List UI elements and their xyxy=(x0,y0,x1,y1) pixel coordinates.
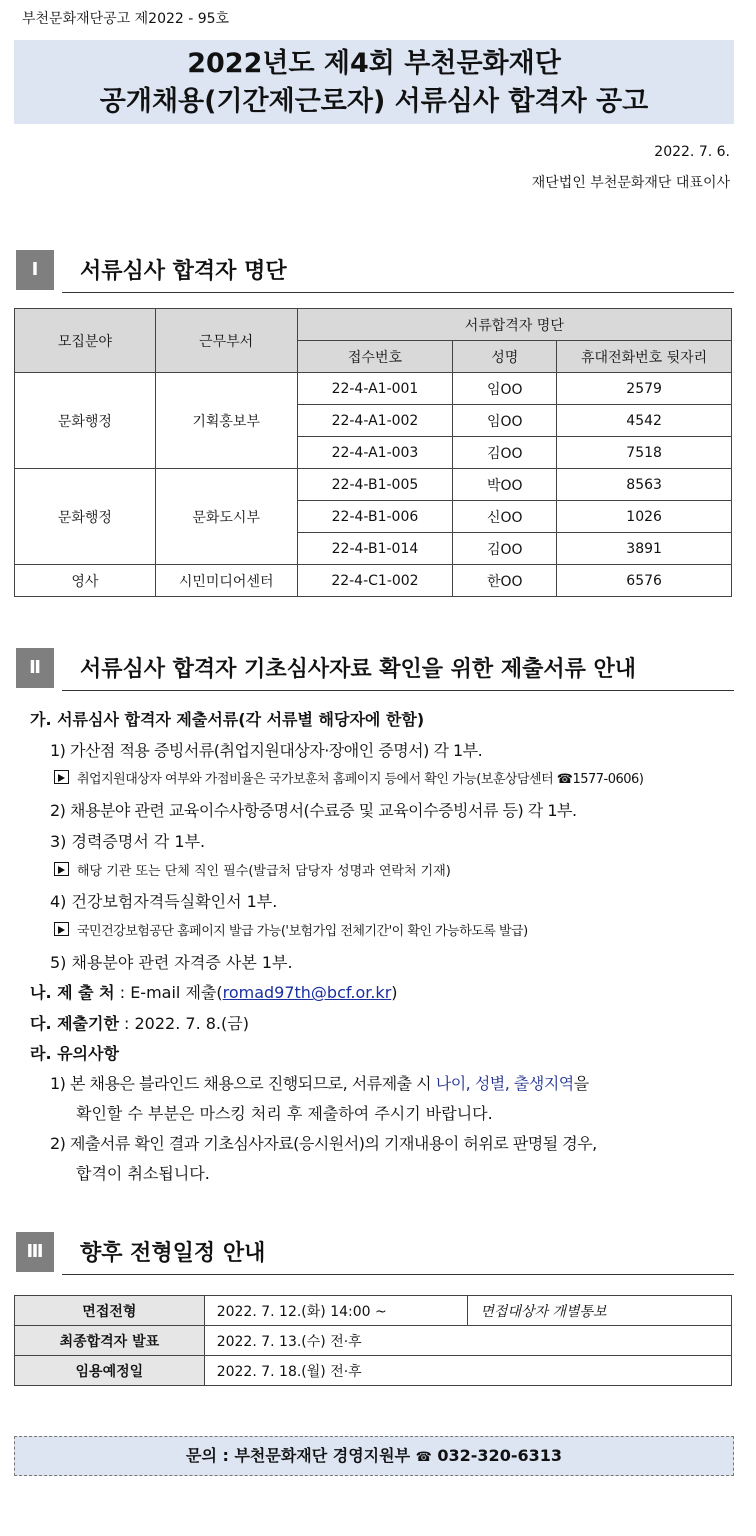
remark-1-highlight: 나이, 성별, 출생지역 xyxy=(435,1074,574,1093)
contact-footer xyxy=(14,1436,734,1476)
cell-phone: 3891 xyxy=(557,533,732,565)
schedule-value: 2022. 7. 13.(수) 전·후 xyxy=(204,1326,731,1356)
subsection-na xyxy=(30,980,398,1003)
note-1 xyxy=(54,768,643,787)
da-value: : 2022. 7. 8.(금) xyxy=(118,1014,249,1033)
note-1-text: 취업지원대상자 여부와 가점비율은 국가보훈처 홈페이지 등에서 확인 가능(보훈상담센터 ☎1577-0606) xyxy=(77,772,644,787)
na-label: 나. 제 출 처 xyxy=(30,983,115,1002)
cell-field: 영사 xyxy=(15,565,156,597)
cell-phone: 7518 xyxy=(557,437,732,469)
subsection-da xyxy=(30,1011,249,1034)
cell-phone: 8563 xyxy=(557,469,732,501)
table-row xyxy=(15,469,732,501)
schedule-note: 면접대상자 개별통보 xyxy=(468,1296,732,1326)
title-line1: 2022년도 제4회 부천문화재단 xyxy=(187,48,561,79)
da-label: 다. 제출기한 xyxy=(30,1014,119,1033)
arrow-icon xyxy=(54,770,69,784)
remark-1-text-c: 을 xyxy=(573,1074,589,1093)
cell-receipt: 22-4-A1-003 xyxy=(297,437,453,469)
remark-1-cont: 확인할 수 부분은 마스킹 처리 후 제출하여 주시기 바랍니다. xyxy=(76,1104,493,1123)
table-row xyxy=(15,1356,732,1386)
remark-1 xyxy=(50,1071,589,1094)
schedule-label: 최종합격자 발표 xyxy=(15,1326,205,1356)
cell-name: 박OO xyxy=(453,469,557,501)
announcement-date: 2022. 7. 6. xyxy=(654,144,730,160)
cell-receipt: 22-4-B1-014 xyxy=(297,533,453,565)
cell-name: 한OO xyxy=(453,565,557,597)
cell-field: 문화행정 xyxy=(15,373,156,469)
item-4: 4) 건강보험자격득실확인서 1부. xyxy=(50,892,278,911)
cell-name: 김OO xyxy=(453,533,557,565)
cell-name: 임OO xyxy=(453,405,557,437)
email-link[interactable]: romad97th@bcf.or.kr xyxy=(222,983,392,1002)
header-name: 성명 xyxy=(453,341,557,373)
item-1: 1) 가산점 적용 증빙서류(취업지원대상자·장애인 증명서) 각 1부. xyxy=(50,741,483,760)
note-3 xyxy=(54,860,451,879)
cell-name: 임OO xyxy=(453,373,557,405)
section1-underline xyxy=(62,292,734,293)
notice-number: 부천문화재단공고 제2022 - 95호 xyxy=(22,11,230,27)
na-close: ) xyxy=(391,983,398,1002)
header-phone: 휴대전화번호 뒷자리 xyxy=(557,341,732,373)
section2-title: 서류심사 합격자 기초심사자료 확인을 위한 제출서류 안내 xyxy=(80,657,637,682)
note-4-text: 국민건강보험공단 홈페이지 발급 가능('보험가입 전체기간'이 확인 가능하도록 발급) xyxy=(77,924,528,939)
item-3: 3) 경력증명서 각 1부. xyxy=(50,832,206,851)
remark-2: 2) 제출서류 확인 결과 기초심사자료(응시원서)의 기재내용이 허위로 판명될 경우, xyxy=(50,1134,597,1153)
cell-dept: 문화도시부 xyxy=(155,469,297,565)
item-5: 5) 채용분야 관련 자격증 사본 1부. xyxy=(50,953,293,972)
cell-receipt: 22-4-A1-001 xyxy=(297,373,453,405)
title-box xyxy=(14,40,734,124)
schedule-label: 임용예정일 xyxy=(15,1356,205,1386)
contact-phone: 032-320-6313 xyxy=(431,1446,562,1465)
table-row xyxy=(15,1326,732,1356)
cell-receipt: 22-4-A1-002 xyxy=(297,405,453,437)
title-line2: 공개채용(기간제근로자) 서류심사 합격자 공고 xyxy=(99,86,649,117)
cell-field: 문화행정 xyxy=(15,469,156,565)
phone-icon: ☎ xyxy=(415,1450,432,1465)
note-4 xyxy=(54,920,528,939)
note-3-text: 해당 기관 또는 단체 직인 필수(발급처 담당자 성명과 연락처 기재) xyxy=(77,864,451,879)
passers-table xyxy=(14,308,732,597)
schedule-table xyxy=(14,1295,732,1386)
cell-dept: 기획홍보부 xyxy=(155,373,297,469)
cell-phone: 2579 xyxy=(557,373,732,405)
cell-phone: 6576 xyxy=(557,565,732,597)
section3-heading xyxy=(16,1232,734,1272)
subsection-ga: 가. 서류심사 합격자 제출서류(각 서류별 해당자에 한함) xyxy=(30,710,425,729)
section1-heading xyxy=(16,250,734,290)
table-row xyxy=(15,373,732,405)
schedule-label: 면접전형 xyxy=(15,1296,205,1326)
cell-phone: 4542 xyxy=(557,405,732,437)
arrow-icon xyxy=(54,862,69,876)
cell-name: 신OO xyxy=(453,501,557,533)
cell-phone: 1026 xyxy=(557,501,732,533)
section1-title: 서류심사 합격자 명단 xyxy=(80,259,287,284)
table-row xyxy=(15,565,732,597)
item-2: 2) 채용분야 관련 교육이수사항증명서(수료증 및 교육이수증빙서류 등) 각 1부. xyxy=(50,801,577,820)
section2-heading xyxy=(16,648,734,688)
cell-receipt: 22-4-B1-006 xyxy=(297,501,453,533)
table-row xyxy=(15,1296,732,1326)
cell-dept: 시민미디어센터 xyxy=(155,565,297,597)
header-field: 모집분야 xyxy=(15,309,156,373)
section2-underline xyxy=(62,690,734,691)
issuer: 재단법인 부천문화재단 대표이사 xyxy=(531,175,730,191)
na-value: : E-mail 제출( xyxy=(114,983,223,1002)
remark-1-text-a: 1) 본 채용은 블라인드 채용으로 진행되므로, 서류제출 시 xyxy=(50,1074,436,1093)
section2-number: Ⅱ xyxy=(16,648,54,688)
contact-text: 문의 : 부천문화재단 경영지원부 xyxy=(186,1446,416,1465)
header-receipt: 접수번호 xyxy=(297,341,453,373)
schedule-value: 2022. 7. 18.(월) 전·후 xyxy=(204,1356,731,1386)
header-dept: 근무부서 xyxy=(155,309,297,373)
section1-number: Ⅰ xyxy=(16,250,54,290)
cell-name: 김OO xyxy=(453,437,557,469)
subsection-ra: 라. 유의사항 xyxy=(30,1044,119,1063)
cell-receipt: 22-4-C1-002 xyxy=(297,565,453,597)
section3-number: Ⅲ xyxy=(16,1232,54,1272)
section3-underline xyxy=(62,1274,734,1275)
header-group: 서류합격자 명단 xyxy=(297,309,731,341)
cell-receipt: 22-4-B1-005 xyxy=(297,469,453,501)
section3-title: 향후 전형일정 안내 xyxy=(80,1241,266,1266)
remark-2-cont: 합격이 취소됩니다. xyxy=(76,1164,210,1183)
schedule-value: 2022. 7. 12.(화) 14:00 ~ xyxy=(204,1296,468,1326)
arrow-icon xyxy=(54,922,69,936)
